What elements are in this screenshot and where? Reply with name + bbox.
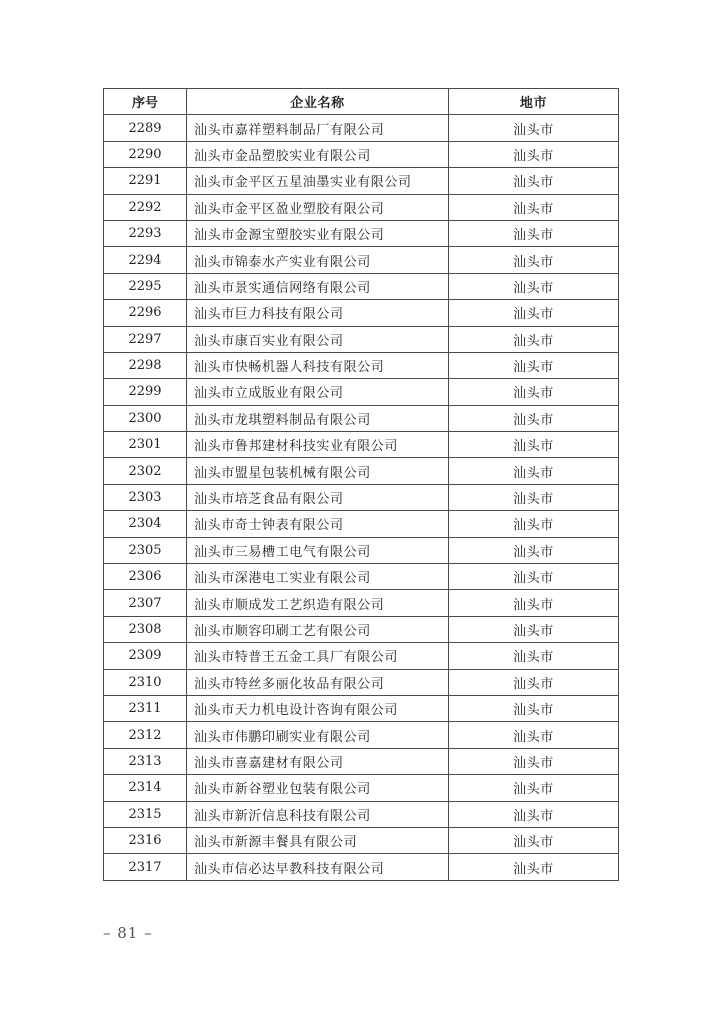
city-cell: 汕头市 <box>449 458 619 484</box>
table-row <box>104 300 619 326</box>
company-name-cell: 汕头市景实通信网络有限公司 <box>187 273 449 299</box>
table-row <box>104 194 619 220</box>
city-cell: 汕头市 <box>449 352 619 378</box>
city-cell: 汕头市 <box>449 115 619 141</box>
serial-number-cell: 2314 <box>104 775 187 801</box>
serial-number-cell: 2308 <box>104 616 187 642</box>
company-name-cell: 汕头市顺成发工艺织造有限公司 <box>187 590 449 616</box>
company-name-cell: 汕头市金平区五星油墨实业有限公司 <box>187 168 449 194</box>
header-city: 地市 <box>449 89 619 115</box>
table-row <box>104 168 619 194</box>
company-name-cell: 汕头市金源宝塑胶实业有限公司 <box>187 220 449 246</box>
company-name-cell: 汕头市金平区盈业塑胶有限公司 <box>187 194 449 220</box>
table-row <box>104 432 619 458</box>
table-body <box>104 115 619 880</box>
city-cell: 汕头市 <box>449 643 619 669</box>
company-name-cell: 汕头市天力机电设计咨询有限公司 <box>187 695 449 721</box>
serial-number-cell: 2298 <box>104 352 187 378</box>
table-row <box>104 247 619 273</box>
company-name-cell: 汕头市康百实业有限公司 <box>187 326 449 352</box>
company-name-cell: 汕头市顺容印刷工艺有限公司 <box>187 616 449 642</box>
serial-number-cell: 2303 <box>104 484 187 510</box>
city-cell: 汕头市 <box>449 590 619 616</box>
city-cell: 汕头市 <box>449 432 619 458</box>
serial-number-cell: 2315 <box>104 801 187 827</box>
table-row <box>104 484 619 510</box>
city-cell: 汕头市 <box>449 273 619 299</box>
table-row <box>104 115 619 141</box>
serial-number-cell: 2302 <box>104 458 187 484</box>
serial-number-cell: 2292 <box>104 194 187 220</box>
company-name-cell: 汕头市锦泰水产实业有限公司 <box>187 247 449 273</box>
company-name-cell: 汕头市奇士钟表有限公司 <box>187 511 449 537</box>
city-cell: 汕头市 <box>449 669 619 695</box>
table-row <box>104 405 619 431</box>
table-row <box>104 537 619 563</box>
city-cell: 汕头市 <box>449 194 619 220</box>
table-row <box>104 801 619 827</box>
table-row <box>104 827 619 853</box>
serial-number-cell: 2306 <box>104 564 187 590</box>
serial-number-cell: 2290 <box>104 141 187 167</box>
city-cell: 汕头市 <box>449 247 619 273</box>
serial-number-cell: 2293 <box>104 220 187 246</box>
serial-number-cell: 2310 <box>104 669 187 695</box>
header-company-name: 企业名称 <box>187 89 449 115</box>
company-name-cell: 汕头市巨力科技有限公司 <box>187 300 449 326</box>
table-row <box>104 220 619 246</box>
company-name-cell: 汕头市龙琪塑料制品有限公司 <box>187 405 449 431</box>
company-name-cell: 汕头市三易槽工电气有限公司 <box>187 537 449 563</box>
serial-number-cell: 2291 <box>104 168 187 194</box>
table-row <box>104 854 619 880</box>
company-name-cell: 汕头市信必达早教科技有限公司 <box>187 854 449 880</box>
page-number: – 81 – <box>103 924 153 942</box>
city-cell: 汕头市 <box>449 405 619 431</box>
serial-number-cell: 2316 <box>104 827 187 853</box>
table-row <box>104 458 619 484</box>
serial-number-cell: 2296 <box>104 300 187 326</box>
city-cell: 汕头市 <box>449 141 619 167</box>
table-row <box>104 352 619 378</box>
city-cell: 汕头市 <box>449 854 619 880</box>
city-cell: 汕头市 <box>449 564 619 590</box>
header-serial-number: 序号 <box>104 89 187 115</box>
company-name-cell: 汕头市特普王五金工具厂有限公司 <box>187 643 449 669</box>
company-name-cell: 汕头市伟鹏印刷实业有限公司 <box>187 722 449 748</box>
table-row <box>104 590 619 616</box>
serial-number-cell: 2317 <box>104 854 187 880</box>
company-name-cell: 汕头市快畅机器人科技有限公司 <box>187 352 449 378</box>
company-name-cell: 汕头市深港电工实业有限公司 <box>187 564 449 590</box>
city-cell: 汕头市 <box>449 722 619 748</box>
company-name-cell: 汕头市盟星包装机械有限公司 <box>187 458 449 484</box>
serial-number-cell: 2311 <box>104 695 187 721</box>
serial-number-cell: 2304 <box>104 511 187 537</box>
city-cell: 汕头市 <box>449 695 619 721</box>
serial-number-cell: 2307 <box>104 590 187 616</box>
table-row <box>104 775 619 801</box>
serial-number-cell: 2309 <box>104 643 187 669</box>
serial-number-cell: 2294 <box>104 247 187 273</box>
company-name-cell: 汕头市新谷塑业包装有限公司 <box>187 775 449 801</box>
company-name-cell: 汕头市新沂信息科技有限公司 <box>187 801 449 827</box>
table-row <box>104 669 619 695</box>
table-row <box>104 616 619 642</box>
serial-number-cell: 2289 <box>104 115 187 141</box>
table-row <box>104 643 619 669</box>
company-name-cell: 汕头市培芝食品有限公司 <box>187 484 449 510</box>
company-name-cell: 汕头市金品塑胶实业有限公司 <box>187 141 449 167</box>
table-row <box>104 748 619 774</box>
table-row <box>104 273 619 299</box>
city-cell: 汕头市 <box>449 511 619 537</box>
company-name-cell: 汕头市立成版业有限公司 <box>187 379 449 405</box>
city-cell: 汕头市 <box>449 537 619 563</box>
table-row <box>104 141 619 167</box>
serial-number-cell: 2313 <box>104 748 187 774</box>
company-name-cell: 汕头市喜嘉建材有限公司 <box>187 748 449 774</box>
serial-number-cell: 2305 <box>104 537 187 563</box>
table-row <box>104 695 619 721</box>
serial-number-cell: 2297 <box>104 326 187 352</box>
serial-number-cell: 2299 <box>104 379 187 405</box>
city-cell: 汕头市 <box>449 616 619 642</box>
city-cell: 汕头市 <box>449 775 619 801</box>
table-row <box>104 326 619 352</box>
serial-number-cell: 2295 <box>104 273 187 299</box>
city-cell: 汕头市 <box>449 484 619 510</box>
city-cell: 汕头市 <box>449 300 619 326</box>
city-cell: 汕头市 <box>449 220 619 246</box>
table-row <box>104 511 619 537</box>
table-row <box>104 379 619 405</box>
table-header-row <box>104 89 619 115</box>
company-name-cell: 汕头市特丝多丽化妆品有限公司 <box>187 669 449 695</box>
company-name-cell: 汕头市嘉祥塑料制品厂有限公司 <box>187 115 449 141</box>
company-name-cell: 汕头市鲁邦建材科技实业有限公司 <box>187 432 449 458</box>
table-row <box>104 564 619 590</box>
city-cell: 汕头市 <box>449 827 619 853</box>
city-cell: 汕头市 <box>449 326 619 352</box>
serial-number-cell: 2300 <box>104 405 187 431</box>
city-cell: 汕头市 <box>449 801 619 827</box>
serial-number-cell: 2312 <box>104 722 187 748</box>
table-row <box>104 722 619 748</box>
city-cell: 汕头市 <box>449 379 619 405</box>
serial-number-cell: 2301 <box>104 432 187 458</box>
city-cell: 汕头市 <box>449 748 619 774</box>
city-cell: 汕头市 <box>449 168 619 194</box>
company-name-cell: 汕头市新源丰餐具有限公司 <box>187 827 449 853</box>
enterprise-table <box>103 88 619 881</box>
